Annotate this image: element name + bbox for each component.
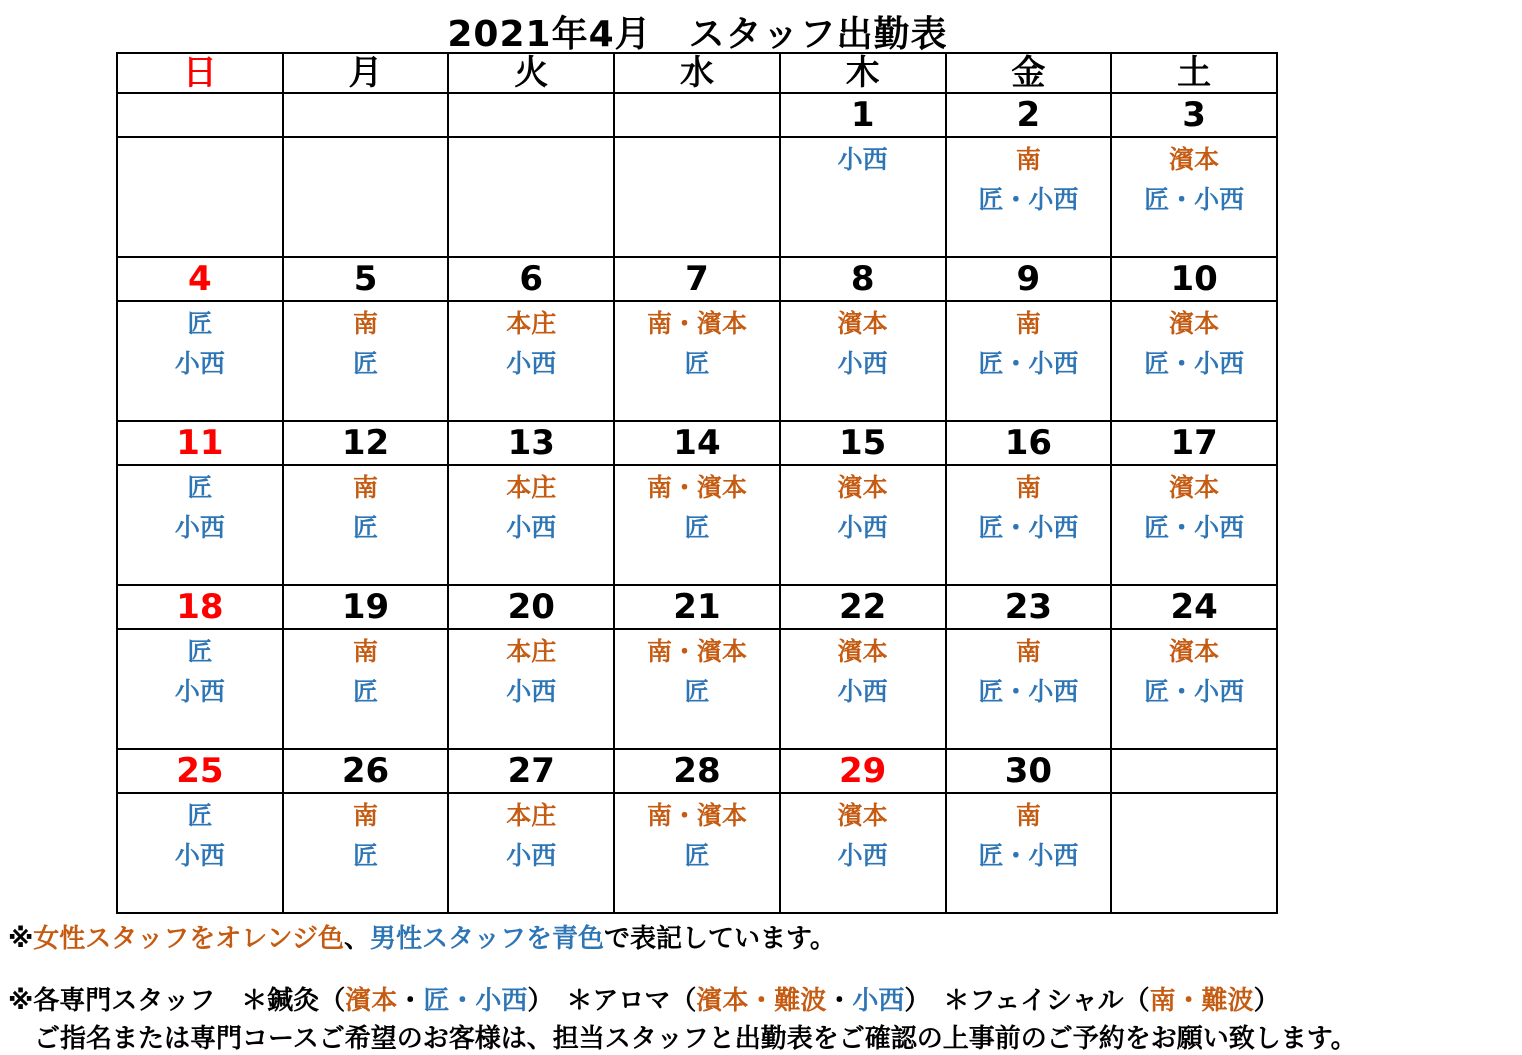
- shift-cell: [117, 793, 283, 913]
- date-number: 17: [1111, 421, 1277, 465]
- schedule-calendar: [116, 52, 1278, 914]
- date-number: 27: [448, 749, 614, 793]
- staff-line: [1112, 178, 1276, 218]
- female-staff-name: 濱本: [1169, 473, 1220, 502]
- male-staff-name: 小西: [506, 841, 557, 870]
- staff-line: [947, 670, 1111, 710]
- shift-cell: [614, 301, 780, 421]
- female-staff-name: 南: [1015, 637, 1041, 666]
- note-segment: 女性スタッフをオレンジ色: [33, 924, 344, 954]
- shift-cell: [614, 793, 780, 913]
- date-row: [117, 585, 1277, 629]
- staff-line: [781, 506, 945, 546]
- page-title: 2021年4月 スタッフ出勤表: [447, 14, 948, 55]
- male-staff-name: 匠・小西: [978, 513, 1079, 542]
- male-staff-name: 匠: [353, 841, 379, 870]
- shift-cell: [614, 137, 780, 257]
- date-number: 12: [283, 421, 449, 465]
- specialist-staff-note: [8, 980, 1280, 1017]
- shift-cell: [448, 465, 614, 585]
- staff-line: [947, 302, 1111, 342]
- staff-line: [1112, 138, 1276, 178]
- staff-line: [1112, 670, 1276, 710]
- staff-line: [118, 466, 282, 506]
- date-number: 7: [614, 257, 780, 301]
- female-staff-name: 濱本: [837, 637, 888, 666]
- date-number: 14: [614, 421, 780, 465]
- shift-row: [117, 793, 1277, 913]
- staff-line: [449, 630, 613, 670]
- male-staff-name: 匠: [187, 637, 213, 666]
- shift-cell: [448, 301, 614, 421]
- female-staff-name: 濱本: [837, 309, 888, 338]
- shift-cell: [614, 465, 780, 585]
- date-number: 30: [946, 749, 1112, 793]
- staff-line: [1112, 506, 1276, 546]
- staff-line: [449, 506, 613, 546]
- shift-cell: [448, 137, 614, 257]
- staff-line: [615, 506, 779, 546]
- color-legend-note: [8, 918, 836, 955]
- staff-line: [1112, 302, 1276, 342]
- note-segment: ・: [397, 986, 424, 1016]
- weekday-sat: 土: [1111, 53, 1277, 93]
- shift-row: [117, 465, 1277, 585]
- note-segment: ・: [826, 986, 853, 1016]
- staff-line: [118, 794, 282, 834]
- staff-line: [781, 138, 945, 178]
- note-segment: 、: [343, 924, 370, 954]
- staff-line: [449, 670, 613, 710]
- note-segment: ※各専門スタッフ ＊鍼灸（: [8, 986, 346, 1016]
- note-segment: 匠・小西: [423, 986, 528, 1016]
- weekday-tue: 火: [448, 53, 614, 93]
- date-number: [614, 93, 780, 137]
- staff-line: [118, 630, 282, 670]
- note-segment: ）: [1253, 986, 1280, 1016]
- shift-cell: [1111, 629, 1277, 749]
- date-number: 3: [1111, 93, 1277, 137]
- date-number: 28: [614, 749, 780, 793]
- weekday-wed: 水: [614, 53, 780, 93]
- female-staff-name: 濱本: [1169, 145, 1220, 174]
- female-staff-name: 南: [353, 473, 379, 502]
- date-number: 25: [117, 749, 283, 793]
- female-staff-name: 本庄: [506, 309, 557, 338]
- staff-line: [284, 834, 448, 874]
- staff-line: [781, 794, 945, 834]
- female-staff-name: 濱本: [837, 801, 888, 830]
- note-segment: ） ＊アロマ（: [527, 986, 697, 1016]
- staff-line: [615, 342, 779, 382]
- date-number: 9: [946, 257, 1112, 301]
- shift-cell: [946, 793, 1112, 913]
- date-number: [283, 93, 449, 137]
- date-number: 18: [117, 585, 283, 629]
- male-staff-name: 匠・小西: [1144, 185, 1245, 214]
- weekday-mon: 月: [283, 53, 449, 93]
- staff-line: [284, 670, 448, 710]
- staff-line: [449, 794, 613, 834]
- staff-line: [947, 630, 1111, 670]
- shift-cell: [117, 465, 283, 585]
- shift-cell: [117, 301, 283, 421]
- male-staff-name: 小西: [837, 349, 888, 378]
- note-segment: ） ＊フェイシャル（: [904, 986, 1150, 1016]
- shift-cell: [780, 137, 946, 257]
- staff-line: [449, 342, 613, 382]
- note-segment: 小西: [852, 986, 905, 1016]
- date-number: 23: [946, 585, 1112, 629]
- staff-line: [284, 794, 448, 834]
- male-staff-name: 匠: [684, 513, 710, 542]
- staff-line: [449, 302, 613, 342]
- shift-cell: [117, 137, 283, 257]
- staff-line: [118, 342, 282, 382]
- date-number: 2: [946, 93, 1112, 137]
- shift-cell: [1111, 793, 1277, 913]
- male-staff-name: 匠: [353, 513, 379, 542]
- male-staff-name: 小西: [174, 349, 225, 378]
- male-staff-name: 匠: [684, 677, 710, 706]
- date-number: 16: [946, 421, 1112, 465]
- date-number: 26: [283, 749, 449, 793]
- date-number: 21: [614, 585, 780, 629]
- shift-cell: [1111, 137, 1277, 257]
- note-segment: で表記しています。: [604, 924, 836, 954]
- date-number: [117, 93, 283, 137]
- date-number: 20: [448, 585, 614, 629]
- male-staff-name: 匠: [187, 309, 213, 338]
- male-staff-name: 小西: [506, 513, 557, 542]
- male-staff-name: 匠・小西: [978, 677, 1079, 706]
- staff-line: [449, 466, 613, 506]
- date-number: 19: [283, 585, 449, 629]
- weekday-sun: 日: [117, 53, 283, 93]
- staff-line: [615, 302, 779, 342]
- male-staff-name: 小西: [174, 677, 225, 706]
- date-number: 24: [1111, 585, 1277, 629]
- male-staff-name: 匠・小西: [978, 349, 1079, 378]
- female-staff-name: 本庄: [506, 473, 557, 502]
- staff-line: [284, 630, 448, 670]
- staff-line: [284, 466, 448, 506]
- staff-line: [284, 302, 448, 342]
- date-number: 8: [780, 257, 946, 301]
- weekday-header-row: [117, 53, 1277, 93]
- date-number: 29: [780, 749, 946, 793]
- female-staff-name: 本庄: [506, 637, 557, 666]
- date-number: 1: [780, 93, 946, 137]
- staff-line: [1112, 466, 1276, 506]
- staff-line: [947, 506, 1111, 546]
- staff-line: [947, 466, 1111, 506]
- female-staff-name: 南: [1015, 145, 1041, 174]
- male-staff-name: 小西: [174, 513, 225, 542]
- shift-cell: [780, 793, 946, 913]
- staff-line: [118, 506, 282, 546]
- shift-cell: [946, 465, 1112, 585]
- male-staff-name: 匠: [187, 473, 213, 502]
- female-staff-name: 南・濱本: [646, 309, 747, 338]
- shift-cell: [780, 301, 946, 421]
- date-number: 11: [117, 421, 283, 465]
- staff-line: [449, 834, 613, 874]
- staff-line: [947, 794, 1111, 834]
- male-staff-name: 小西: [837, 677, 888, 706]
- female-staff-name: 南・濱本: [646, 637, 747, 666]
- male-staff-name: 匠: [353, 677, 379, 706]
- staff-line: [781, 302, 945, 342]
- date-number: 10: [1111, 257, 1277, 301]
- shift-cell: [448, 629, 614, 749]
- date-row: [117, 749, 1277, 793]
- female-staff-name: 南: [353, 309, 379, 338]
- male-staff-name: 匠: [187, 801, 213, 830]
- male-staff-name: 小西: [837, 145, 888, 174]
- male-staff-name: 匠: [684, 349, 710, 378]
- weekday-fri: 金: [946, 53, 1112, 93]
- female-staff-name: 南・濱本: [646, 473, 747, 502]
- female-staff-name: 南: [1015, 309, 1041, 338]
- staff-line: [781, 630, 945, 670]
- staff-line: [781, 670, 945, 710]
- staff-line: [615, 670, 779, 710]
- date-number: 6: [448, 257, 614, 301]
- male-staff-name: 匠: [353, 349, 379, 378]
- note-segment: 南・難波: [1149, 986, 1254, 1016]
- staff-line: [118, 670, 282, 710]
- shift-row: [117, 629, 1277, 749]
- male-staff-name: 小西: [837, 841, 888, 870]
- shift-cell: [283, 137, 449, 257]
- male-staff-name: 匠・小西: [1144, 677, 1245, 706]
- staff-line: [947, 834, 1111, 874]
- male-staff-name: 小西: [506, 349, 557, 378]
- shift-cell: [946, 137, 1112, 257]
- shift-cell: [780, 629, 946, 749]
- weekday-thu: 木: [780, 53, 946, 93]
- date-number: [1111, 749, 1277, 793]
- shift-cell: [946, 301, 1112, 421]
- shift-cell: [946, 629, 1112, 749]
- staff-line: [615, 466, 779, 506]
- male-staff-name: 匠: [684, 841, 710, 870]
- shift-cell: [780, 465, 946, 585]
- date-row: [117, 93, 1277, 137]
- male-staff-name: 匠・小西: [978, 185, 1079, 214]
- note-segment: 濱本: [345, 986, 398, 1016]
- staff-line: [947, 178, 1111, 218]
- female-staff-name: 濱本: [837, 473, 888, 502]
- male-staff-name: 小西: [174, 841, 225, 870]
- date-number: [448, 93, 614, 137]
- note-segment: 濱本・難波: [696, 986, 827, 1016]
- shift-cell: [1111, 465, 1277, 585]
- date-number: 4: [117, 257, 283, 301]
- shift-row: [117, 301, 1277, 421]
- staff-line: [284, 342, 448, 382]
- staff-line: [947, 138, 1111, 178]
- staff-line: [284, 506, 448, 546]
- male-staff-name: 小西: [506, 677, 557, 706]
- staff-line: [615, 630, 779, 670]
- shift-cell: [283, 629, 449, 749]
- staff-line: [947, 342, 1111, 382]
- female-staff-name: 南: [353, 801, 379, 830]
- female-staff-name: 本庄: [506, 801, 557, 830]
- staff-line: [615, 834, 779, 874]
- shift-row: [117, 137, 1277, 257]
- female-staff-name: 南: [353, 637, 379, 666]
- shift-cell: [614, 629, 780, 749]
- female-staff-name: 濱本: [1169, 637, 1220, 666]
- shift-cell: [283, 301, 449, 421]
- date-number: 15: [780, 421, 946, 465]
- shift-cell: [283, 793, 449, 913]
- note-segment: 男性スタッフを青色: [370, 924, 605, 954]
- date-number: 5: [283, 257, 449, 301]
- staff-line: [118, 834, 282, 874]
- date-row: [117, 421, 1277, 465]
- female-staff-name: 南: [1015, 801, 1041, 830]
- female-staff-name: 南: [1015, 473, 1041, 502]
- staff-line: [781, 834, 945, 874]
- staff-line: [118, 302, 282, 342]
- male-staff-name: 小西: [837, 513, 888, 542]
- date-number: 22: [780, 585, 946, 629]
- staff-line: [1112, 342, 1276, 382]
- reservation-note: ご指名または専門コースご希望のお客様は、担当スタッフと出勤表をご確認の上事前のご予約をお願い致します。: [34, 1024, 1357, 1054]
- female-staff-name: 南・濱本: [646, 801, 747, 830]
- shift-cell: [1111, 301, 1277, 421]
- date-row: [117, 257, 1277, 301]
- staff-line: [615, 794, 779, 834]
- shift-cell: [448, 793, 614, 913]
- staff-line: [781, 466, 945, 506]
- male-staff-name: 匠・小西: [978, 841, 1079, 870]
- shift-cell: [283, 465, 449, 585]
- male-staff-name: 匠・小西: [1144, 513, 1245, 542]
- shift-cell: [117, 629, 283, 749]
- staff-line: [781, 342, 945, 382]
- date-number: 13: [448, 421, 614, 465]
- male-staff-name: 匠・小西: [1144, 349, 1245, 378]
- note-segment: ※: [8, 924, 34, 954]
- female-staff-name: 濱本: [1169, 309, 1220, 338]
- staff-line: [1112, 630, 1276, 670]
